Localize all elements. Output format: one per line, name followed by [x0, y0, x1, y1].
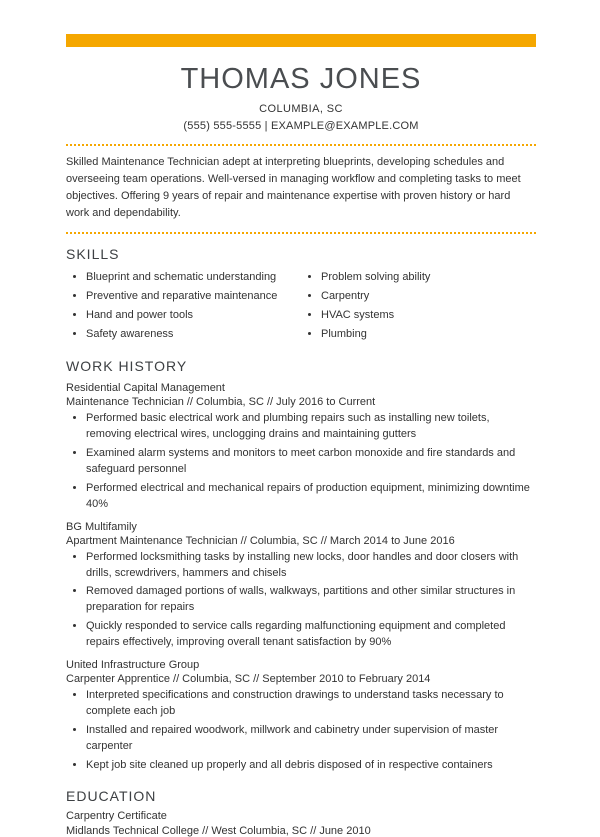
education-meta-line: Midlands Technical College // West Columbia, SC // June 2010 [66, 824, 371, 837]
job-meta-line: Maintenance Technician // Columbia, SC // July 2016 to Current [66, 395, 376, 408]
job-entry [66, 382, 536, 513]
job-bullet: • Performed locksmithing tasks by installing new locks, door handles and door closers with drills, screwdrivers, hammers and chisels [86, 550, 536, 582]
job-bullet: • Quickly responded to service calls regarding malfunctioning equipment and completed repairs effectively, improving overall tenant satisfaction by 90% [86, 619, 536, 651]
job-bullets [66, 411, 536, 513]
job-bullets [66, 550, 536, 652]
contact-line: (555) 555-5555 | EXAMPLE@EXAMPLE.COM [183, 120, 419, 132]
skill-item: • HVAC systems [321, 308, 536, 324]
job-company: United Infrastructure Group [66, 659, 200, 672]
skills-list-left [66, 270, 301, 346]
skill-item: • Preventive and reparative maintenance [86, 289, 301, 305]
skill-item: • Carpentry [321, 289, 536, 305]
job-company: Residential Capital Management [66, 381, 225, 394]
education-credential: Carpentry Certificate [66, 809, 167, 822]
job-meta-line: Apartment Maintenance Technician // Columbia, SC // March 2014 to June 2016 [66, 534, 455, 547]
work-history-heading: WORK HISTORY [66, 357, 188, 374]
job-bullet: • Kept job site cleaned up properly and all debris disposed of in respective containers [86, 758, 536, 774]
skill-item: • Safety awareness [86, 327, 301, 343]
skills-columns [66, 268, 536, 352]
dotted-divider-bottom [66, 232, 536, 234]
person-location: COLUMBIA, SC [259, 103, 343, 115]
job-bullet: • Performed electrical and mechanical repairs of production equipment, minimizing downtime 40% [86, 481, 536, 513]
person-name: THOMAS JONES [180, 63, 422, 95]
skill-item: • Blueprint and schematic understanding [86, 270, 301, 286]
skill-item: • Problem solving ability [321, 270, 536, 286]
job-entry [66, 659, 536, 774]
job-company: BG Multifamily [66, 520, 137, 533]
skill-item: • Plumbing [321, 327, 536, 343]
job-bullet: • Installed and repaired woodwork, millwork and cabinetry under supervision of master carpenter [86, 723, 536, 755]
job-meta-line: Carpenter Apprentice // Columbia, SC // September 2010 to February 2014 [66, 673, 431, 686]
job-bullet: • Removed damaged portions of walls, walkways, partitions and other similar structures in preparation for repairs [86, 584, 536, 616]
summary-paragraph: Skilled Maintenance Technician adept at interpreting blueprints, developing schedules and overseeing team operations. Well-versed in managing workflow and completing tasks to meet objectives. Offering 9 years of repair and maintenance expertise with proven history or hard work and dependability. [66, 156, 521, 220]
dotted-divider-top [66, 144, 536, 146]
job-entry [66, 521, 536, 652]
skills-list-right [301, 270, 536, 346]
accent-bar [66, 34, 536, 47]
job-bullet: • Performed basic electrical work and plumbing repairs such as installing new toilets, removing electrical wires, unclogging drains and maintaining gutters [86, 411, 536, 443]
job-bullet: • Interpreted specifications and construction drawings to understand tasks necessary to complete each job [86, 688, 536, 720]
skills-heading: SKILLS [66, 246, 120, 263]
education-heading: EDUCATION [66, 787, 157, 804]
skill-item: • Hand and power tools [86, 308, 301, 324]
job-bullet: • Examined alarm systems and monitors to meet carbon monoxide and fire standards and safeguard personnel [86, 446, 536, 478]
job-bullets [66, 688, 536, 774]
